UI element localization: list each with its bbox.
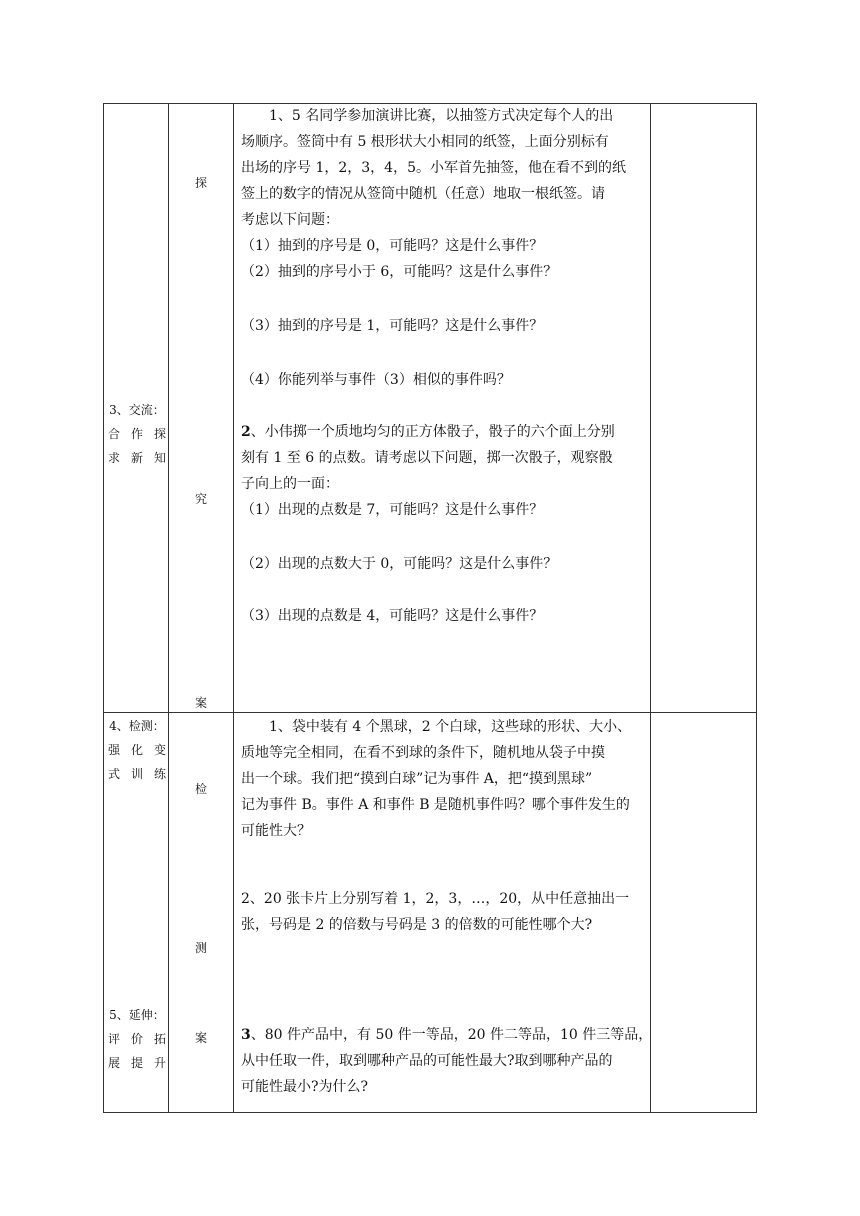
- row-divider: [104, 712, 756, 713]
- label-jiu: 究: [194, 492, 207, 506]
- check-q1-line: 可能性大？: [241, 823, 311, 839]
- check-q1-line: 1、袋中装有 4 个黑球，2 个白球，这些球的形状、大小、: [269, 719, 632, 735]
- label-jian: 检: [194, 782, 207, 796]
- stage-3-label: 3、交流： 合作探 求新知: [108, 403, 166, 465]
- explore-q1-line: 场顺序。签筒中有 5 根形状大小相同的纸签，上面分别标有: [241, 134, 609, 150]
- explore-q2-sub: （3）出现的点数是 4，可能吗？这是什么事件？: [241, 608, 544, 624]
- explore-q1-sub: （2）抽到的序号小于 6，可能吗？这是什么事件？: [241, 264, 558, 280]
- check-q3-line: 3、80 件产品中，有 50 件一等品，20 件二等品，10 件三等品，: [241, 1027, 653, 1043]
- explore-q1-line: 考虑以下问题：: [241, 212, 339, 228]
- label-ce: 测: [194, 941, 207, 955]
- label-an-2: 案: [194, 1031, 207, 1045]
- column-divider: [233, 104, 234, 1112]
- check-q1-line: 出一个球。我们把“摸到白球”记为事件 A，把“摸到黑球”: [241, 771, 593, 787]
- explore-q1-line: 签上的数字的情况从签筒中随机（任意）地取一根纸签。请: [241, 186, 605, 202]
- lesson-table: [103, 103, 757, 1113]
- label-tan: 探: [194, 176, 207, 190]
- explore-q2-sub: （2）出现的点数大于 0，可能吗？这是什么事件？: [241, 556, 558, 572]
- stage-5-label: 5、延伸： 评 价 拓 展提升: [108, 1008, 166, 1070]
- check-q3-line: 可能性最小?为什么?: [241, 1079, 369, 1095]
- check-q1-line: 记为事件 B。事件 A 和事件 B 是随机事件吗？哪个事件发生的: [241, 797, 630, 813]
- check-q2-line: 张，号码是 2 的倍数与号码是 3 的倍数的可能性哪个大?: [241, 917, 593, 933]
- explore-q1-line: 出场的序号 1，2，3，4，5。小军首先抽签，他在看不到的纸: [241, 160, 626, 176]
- explore-q1-sub: （1）抽到的序号是 0，可能吗？这是什么事件？: [241, 238, 544, 254]
- explore-q1-sub: （4）你能列举与事件（3）相似的事件吗？: [241, 372, 511, 388]
- explore-q2-line: 2、小伟掷一个质地均匀的正方体骰子，骰子的六个面上分别: [241, 424, 615, 440]
- explore-q2-line: 子向上的一面：: [241, 476, 339, 492]
- explore-q2-sub: （1）出现的点数是 7，可能吗？这是什么事件？: [241, 502, 544, 518]
- column-divider: [168, 104, 169, 1112]
- explore-q2-line: 刻有 1 至 6 的点数。请考虑以下问题，掷一次骰子，观察骰: [241, 450, 613, 466]
- stage-4-label: 4、检测： 强 化 变 式训练: [108, 719, 166, 781]
- column-divider: [650, 104, 651, 1112]
- check-q2-line: 2、20 张卡片上分别写着 1，2，3，…，20，从中任意抽出一: [241, 891, 630, 907]
- explore-q1-line: 1、5 名同学参加演讲比赛，以抽签方式决定每个人的出: [269, 108, 614, 124]
- label-an: 案: [194, 696, 207, 710]
- check-q3-line: 从中任取一件，取到哪种产品的可能性最大?取到哪种产品的: [241, 1053, 613, 1069]
- explore-q1-sub: （3）抽到的序号是 1，可能吗？这是什么事件？: [241, 318, 544, 334]
- check-q1-line: 质地等完全相同，在看不到球的条件下，随机地从袋子中摸: [241, 745, 605, 761]
